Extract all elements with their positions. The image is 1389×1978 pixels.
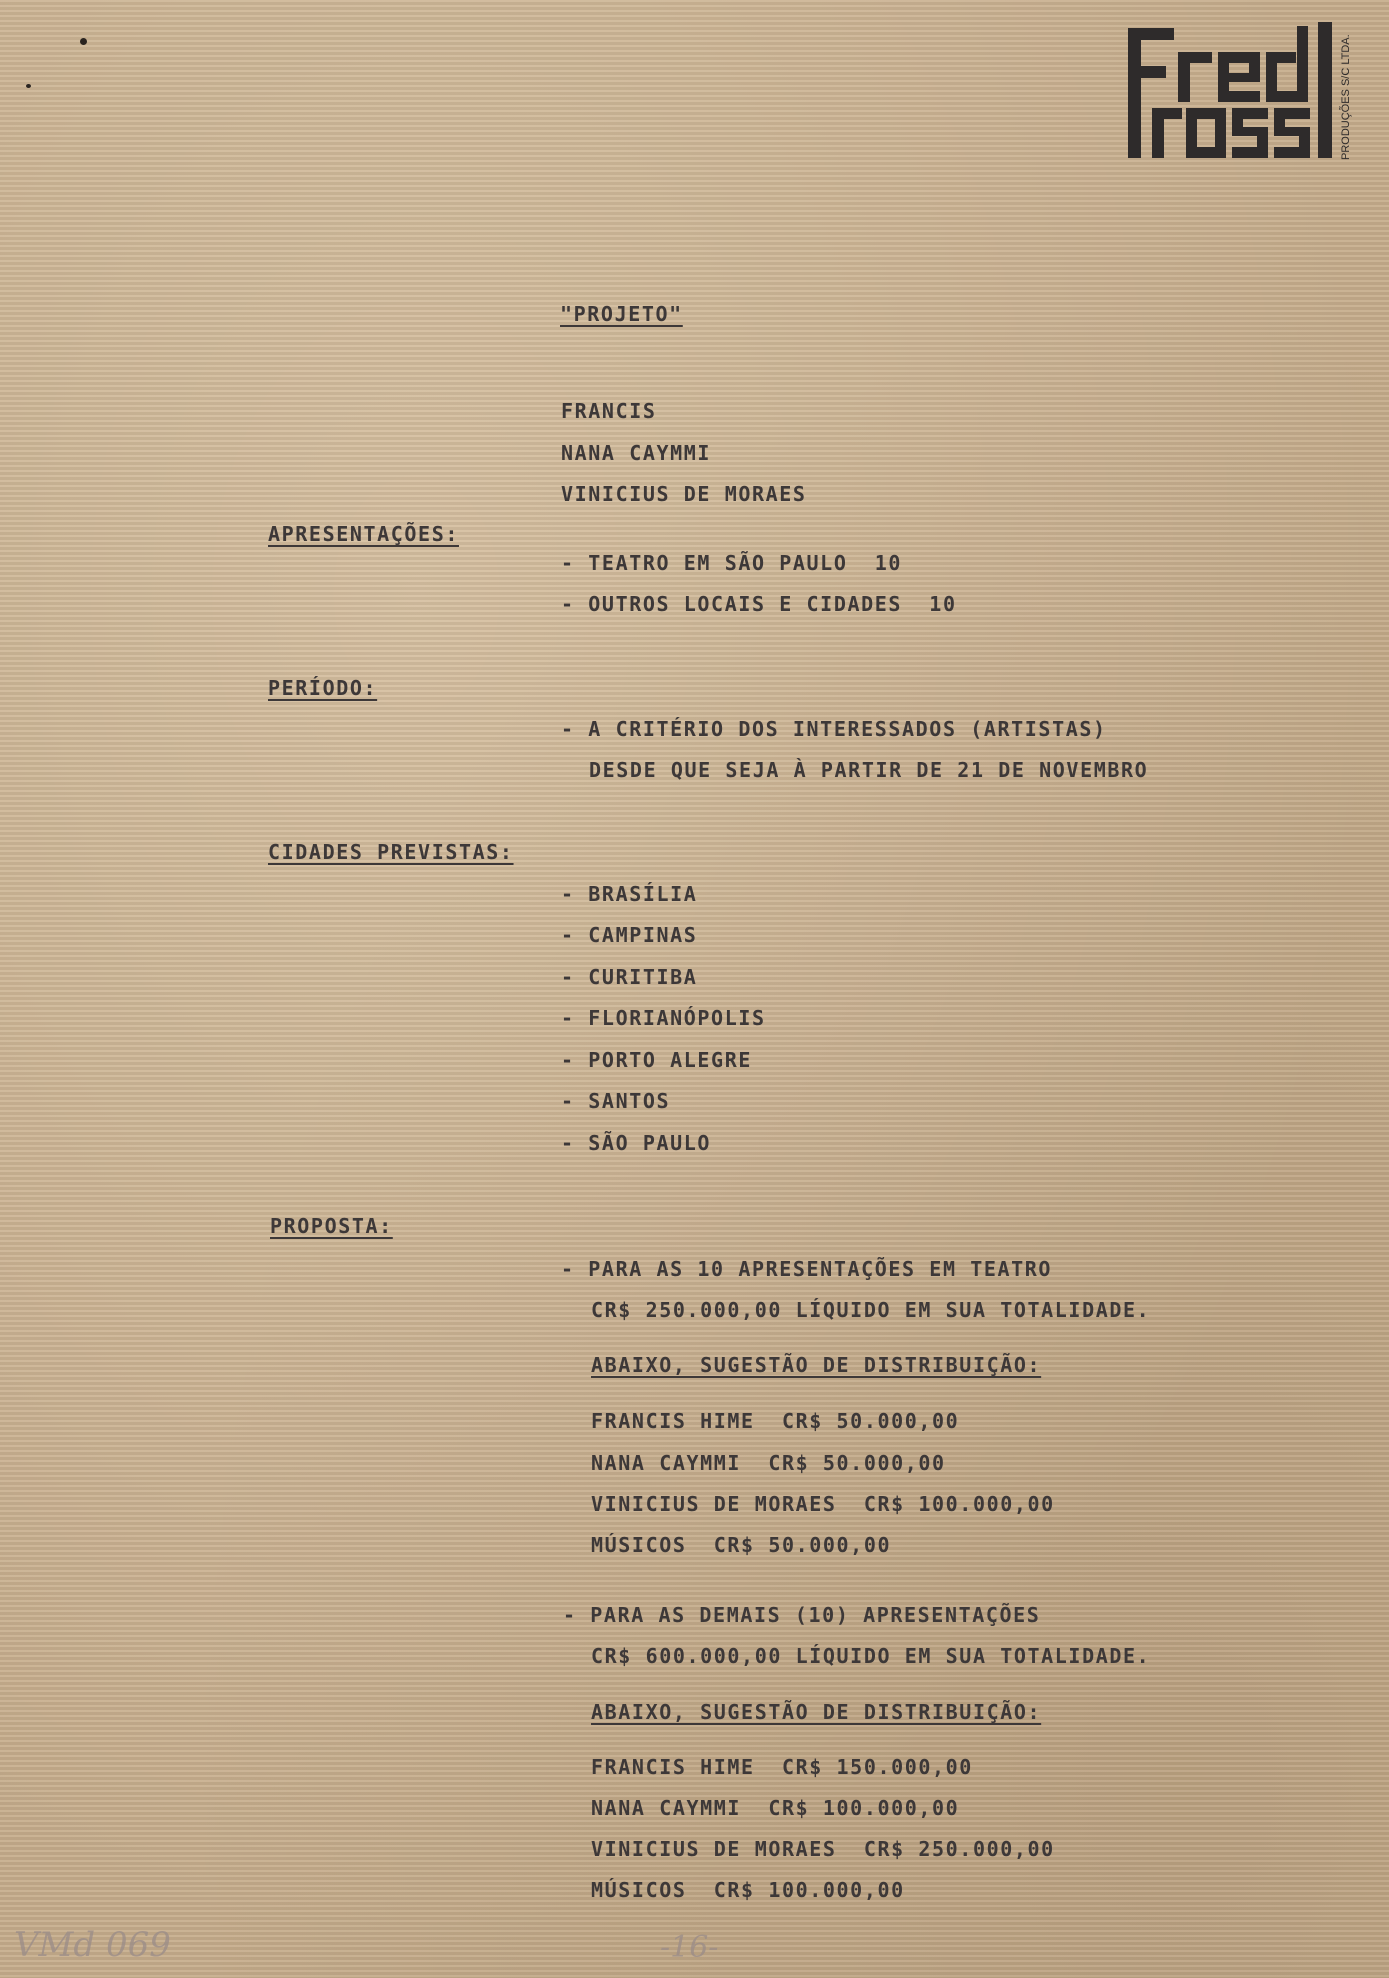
distribution-row: FRANCIS HIME CR$ 50.000,00 [591, 1409, 960, 1433]
periodo-line: DESDE QUE SEJA À PARTIR DE 21 DE NOVEMBRO [589, 758, 1149, 782]
logo-tagline: PRODUÇÕES S/C LTDA. [1340, 34, 1352, 160]
ink-speck [80, 38, 87, 45]
proposta-line: CR$ 600.000,00 LÍQUIDO EM SUA TOTALIDADE. [591, 1644, 1151, 1668]
distribution-row: MÚSICOS CR$ 100.000,00 [591, 1878, 905, 1902]
distribution-heading: ABAIXO, SUGESTÃO DE DISTRIBUIÇÃO: [591, 1353, 1042, 1377]
apresentacao-item: - TEATRO EM SÃO PAULO 10 [561, 551, 903, 575]
artist-name: NANA CAYMMI [561, 441, 712, 465]
archive-code: VMd 069 [14, 1925, 171, 1965]
section-label-apresentacoes: APRESENTAÇÕES: [268, 522, 459, 546]
cidade-item: - FLORIANÓPOLIS [561, 1006, 766, 1030]
apresentacao-item: - OUTROS LOCAIS E CIDADES 10 [561, 592, 957, 616]
ink-speck [26, 84, 31, 88]
document-title: "PROJETO" [560, 302, 683, 326]
distribution-heading: ABAIXO, SUGESTÃO DE DISTRIBUIÇÃO: [591, 1700, 1042, 1724]
proposta-line: - PARA AS 10 APRESENTAÇÕES EM TEATRO [561, 1257, 1053, 1281]
periodo-line: - A CRITÉRIO DOS INTERESSADOS (ARTISTAS) [561, 717, 1107, 741]
cidade-item: - CAMPINAS [561, 923, 698, 947]
distribution-row: NANA CAYMMI CR$ 100.000,00 [591, 1796, 960, 1820]
artist-name: VINICIUS DE MORAES [561, 482, 807, 506]
proposta-line: - PARA AS DEMAIS (10) APRESENTAÇÕES [563, 1603, 1041, 1627]
cidade-item: - SANTOS [561, 1089, 671, 1113]
cidade-item: - CURITIBA [561, 965, 698, 989]
section-label-cidades: CIDADES PREVISTAS: [268, 840, 514, 864]
distribution-row: VINICIUS DE MORAES CR$ 100.000,00 [591, 1492, 1055, 1516]
distribution-row: FRANCIS HIME CR$ 150.000,00 [591, 1755, 973, 1779]
proposta-line: CR$ 250.000,00 LÍQUIDO EM SUA TOTALIDADE. [591, 1298, 1151, 1322]
cidade-item: - SÃO PAULO [561, 1131, 712, 1155]
distribution-row: VINICIUS DE MORAES CR$ 250.000,00 [591, 1837, 1055, 1861]
distribution-row: MÚSICOS CR$ 50.000,00 [591, 1533, 892, 1557]
section-label-periodo: PERÍODO: [268, 676, 378, 700]
artist-name: FRANCIS [561, 399, 657, 423]
cidade-item: - PORTO ALEGRE [561, 1048, 752, 1072]
cidade-item: - BRASÍLIA [561, 882, 698, 906]
section-label-proposta: PROPOSTA: [270, 1214, 393, 1238]
company-logo [1128, 22, 1368, 172]
page-number: -16- [660, 1930, 719, 1965]
distribution-row: NANA CAYMMI CR$ 50.000,00 [591, 1451, 946, 1475]
